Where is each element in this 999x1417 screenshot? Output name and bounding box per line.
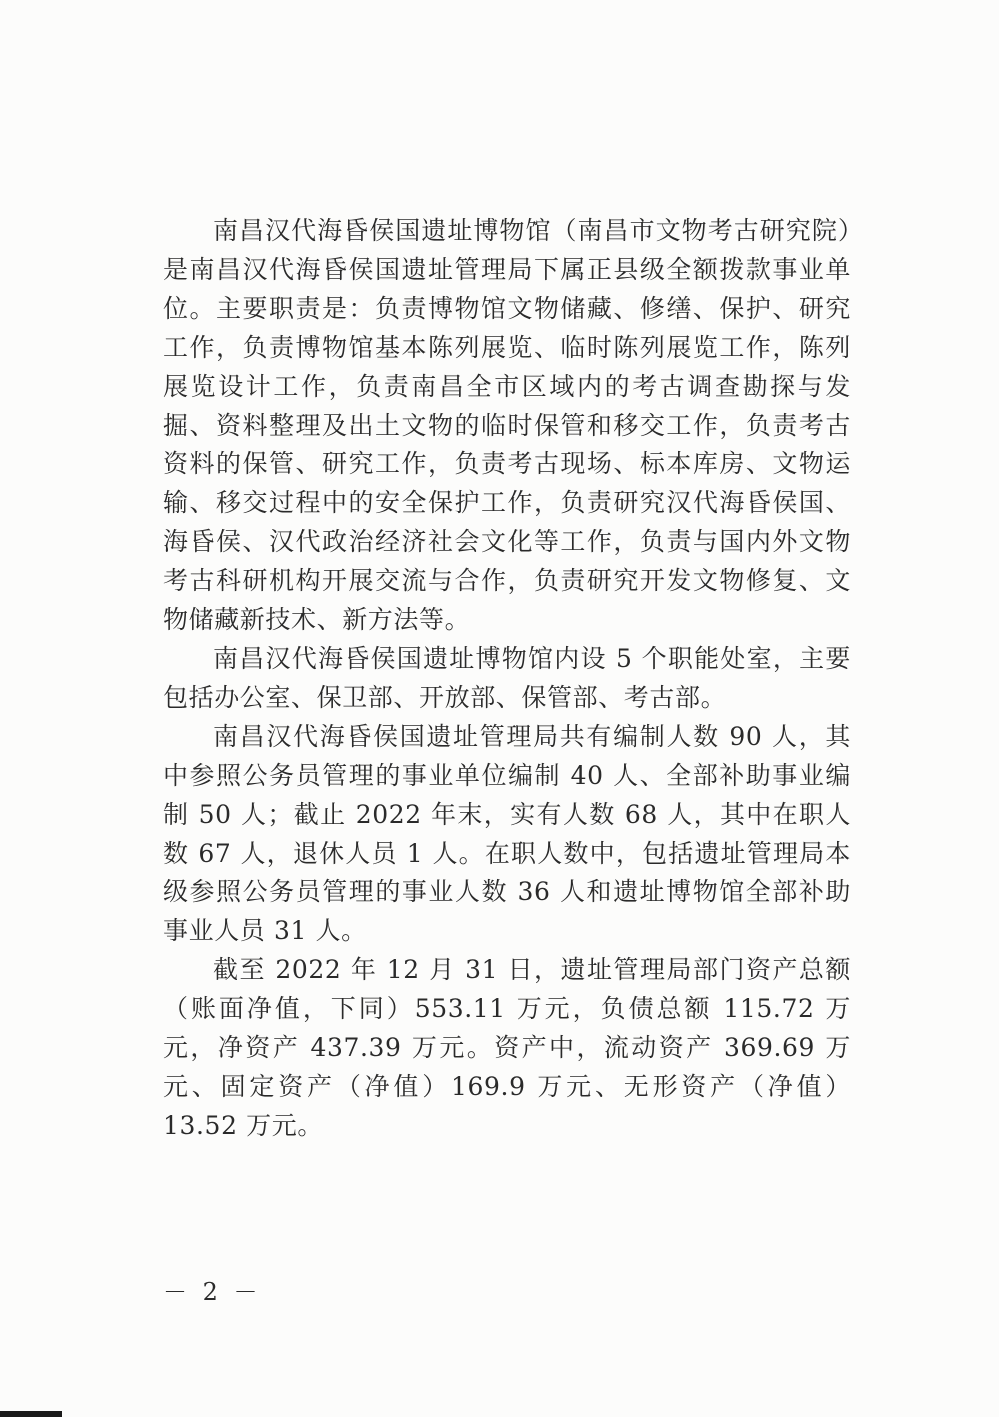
paragraph-museum-duties: 南昌汉代海昏侯国遗址博物馆（南昌市文物考古研究院）是南昌汉代海昏侯国遗址管理局下属正县级全额拨款事业单位。主要职责是：负责博物馆文物储藏、修缮、保护、研究工作，负责博物馆基本陈列展览、临时陈列展览工作，陈列展览设计工作，负责南昌全市区域内的考古调查勘探与发掘、资料整理及出土文物的临时保管和移交工作，负责考古资料的保管、研究工作，负责考古现场、标本库房、文物运输、移交过程中的安全保护工作，负责研究汉代海昏侯国、海昏侯、汉代政治经济社会文化等工作，负责与国内外文物考古科研机构开展交流与合作，负责研究开发文物修复、文物储藏新技术、新方法等。 <box>163 216 851 635</box>
document-body <box>163 212 851 1146</box>
paragraph-departments: 南昌汉代海昏侯国遗址博物馆内设 5 个职能处室，主要包括办公室、保卫部、开放部、保管部、考古部。 <box>163 643 851 712</box>
paragraph-staffing: 南昌汉代海昏侯国遗址管理局共有编制人数 90 人，其中参照公务员管理的事业单位编制 40 人、全部补助事业编制 50 人；截止 2022 年末，实有人数 68 人，其中在职人数 67 人，退休人员 1 人。在职人数中，包括遗址管理局本级参照公务员管理的事业人数 36 人和遗址博物馆全部补助事业人员 31 人。 <box>163 721 851 946</box>
page-number: － 2 － <box>163 1278 262 1306</box>
paragraph-assets: 截至 2022 年 12 月 31 日，遗址管理局部门资产总额（账面净值，下同）553.11 万元，负债总额 115.72 万元，净资产 437.39 万元。资产中，流动资产 369.69 万元、固定资产（净值）169.9 万元、无形资产（净值）13.52 万元。 <box>163 955 851 1140</box>
scan-edge-mark <box>0 1411 62 1417</box>
